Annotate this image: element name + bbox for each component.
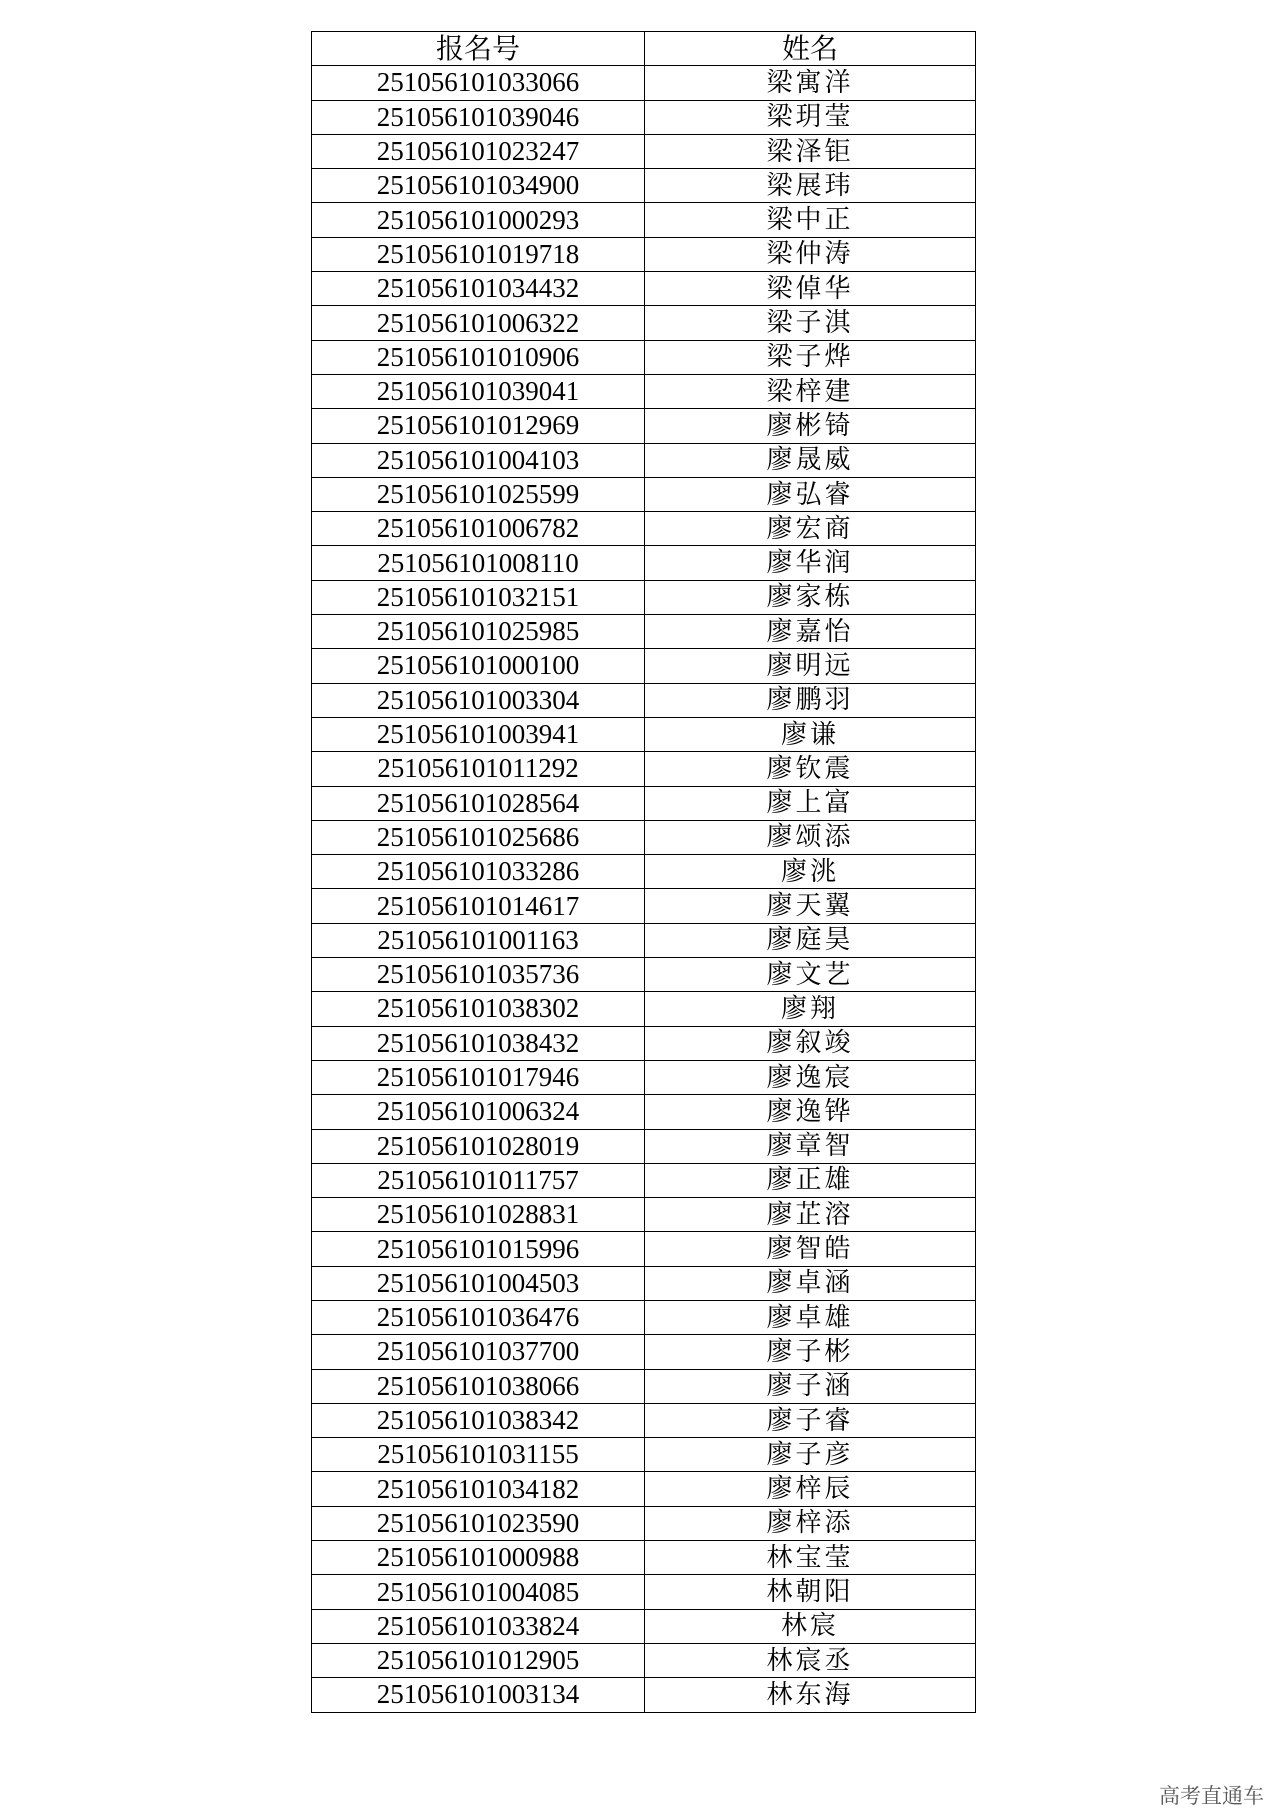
registration-number-cell: 251056101000100 xyxy=(312,649,645,683)
table-row xyxy=(312,1198,976,1232)
student-name-cell: 廖子彦 xyxy=(645,1438,976,1472)
registration-number-cell: 251056101025985 xyxy=(312,615,645,649)
table-row xyxy=(312,958,976,992)
registration-number-cell: 251056101028564 xyxy=(312,786,645,820)
table-row xyxy=(312,477,976,511)
table-row xyxy=(312,1678,976,1712)
table-row xyxy=(312,100,976,134)
table-row xyxy=(312,340,976,374)
student-name-cell: 廖天翼 xyxy=(645,889,976,923)
registration-number-cell: 251056101035736 xyxy=(312,958,645,992)
registration-number-cell: 251056101014617 xyxy=(312,889,645,923)
registration-number-cell: 251056101038066 xyxy=(312,1369,645,1403)
student-name-cell: 廖逸铧 xyxy=(645,1095,976,1129)
registration-number-cell: 251056101033286 xyxy=(312,855,645,889)
student-name-cell: 廖上富 xyxy=(645,786,976,820)
registration-number-cell: 251056101037700 xyxy=(312,1335,645,1369)
student-name-cell: 廖子涵 xyxy=(645,1369,976,1403)
student-name-cell: 廖弘睿 xyxy=(645,477,976,511)
student-name-cell: 廖颂添 xyxy=(645,820,976,854)
student-name-cell: 梁子淇 xyxy=(645,306,976,340)
watermark-text: 高考直通车 xyxy=(1159,1784,1264,1808)
table-row xyxy=(312,1060,976,1094)
table-row xyxy=(312,409,976,443)
student-name-cell: 廖子彬 xyxy=(645,1335,976,1369)
registration-number-cell: 251056101011757 xyxy=(312,1163,645,1197)
registration-number-cell: 251056101025599 xyxy=(312,477,645,511)
registration-number-cell: 251056101006322 xyxy=(312,306,645,340)
registration-number-cell: 251056101033824 xyxy=(312,1609,645,1643)
student-name-cell: 廖明远 xyxy=(645,649,976,683)
student-name-cell: 廖彬锜 xyxy=(645,409,976,443)
table-row xyxy=(312,752,976,786)
registration-number-cell: 251056101034432 xyxy=(312,272,645,306)
student-name-cell: 梁梓建 xyxy=(645,374,976,408)
table-row xyxy=(312,889,976,923)
table-row xyxy=(312,580,976,614)
student-name-cell: 廖谦 xyxy=(645,717,976,751)
student-name-cell: 梁展玮 xyxy=(645,169,976,203)
registration-number-cell: 251056101031155 xyxy=(312,1438,645,1472)
student-name-cell: 廖钦震 xyxy=(645,752,976,786)
table-row xyxy=(312,1575,976,1609)
registration-number-cell: 251056101006324 xyxy=(312,1095,645,1129)
student-name-cell: 廖智皓 xyxy=(645,1232,976,1266)
student-name-cell: 廖梓辰 xyxy=(645,1472,976,1506)
table-row xyxy=(312,992,976,1026)
student-name-cell: 林朝阳 xyxy=(645,1575,976,1609)
student-name-cell: 廖华润 xyxy=(645,546,976,580)
header-registration-number: 报名号 xyxy=(312,32,645,66)
student-name-cell: 廖卓涵 xyxy=(645,1266,976,1300)
registration-number-cell: 251056101004085 xyxy=(312,1575,645,1609)
student-name-cell: 廖芷溶 xyxy=(645,1198,976,1232)
table-row xyxy=(312,306,976,340)
registration-number-cell: 251056101032151 xyxy=(312,580,645,614)
table-row xyxy=(312,1609,976,1643)
table-row xyxy=(312,683,976,717)
table-row xyxy=(312,169,976,203)
table-row xyxy=(312,203,976,237)
table-row xyxy=(312,1541,976,1575)
table-row xyxy=(312,443,976,477)
table-row xyxy=(312,1369,976,1403)
registration-number-cell: 251056101028019 xyxy=(312,1129,645,1163)
student-name-cell: 廖庭昊 xyxy=(645,923,976,957)
registration-number-cell: 251056101001163 xyxy=(312,923,645,957)
registration-number-cell: 251056101038302 xyxy=(312,992,645,1026)
student-name-cell: 林东海 xyxy=(645,1678,976,1712)
registration-number-cell: 251056101008110 xyxy=(312,546,645,580)
student-name-cell: 林宸丞 xyxy=(645,1643,976,1677)
table-row xyxy=(312,546,976,580)
registration-number-cell: 251056101023590 xyxy=(312,1506,645,1540)
registration-number-cell: 251056101004103 xyxy=(312,443,645,477)
table-row xyxy=(312,1163,976,1197)
registration-number-cell: 251056101003304 xyxy=(312,683,645,717)
table-row xyxy=(312,615,976,649)
student-name-cell: 廖逸宸 xyxy=(645,1060,976,1094)
student-name-cell: 廖洮 xyxy=(645,855,976,889)
table-row xyxy=(312,1335,976,1369)
student-name-cell: 梁寓洋 xyxy=(645,66,976,100)
registration-number-cell: 251056101004503 xyxy=(312,1266,645,1300)
student-name-cell: 廖章智 xyxy=(645,1129,976,1163)
table-row xyxy=(312,134,976,168)
table-row xyxy=(312,1472,976,1506)
table-row xyxy=(312,66,976,100)
student-name-cell: 廖正雄 xyxy=(645,1163,976,1197)
registration-number-cell: 251056101015996 xyxy=(312,1232,645,1266)
registration-number-cell: 251056101011292 xyxy=(312,752,645,786)
table-row xyxy=(312,374,976,408)
registration-number-cell: 251056101039041 xyxy=(312,374,645,408)
registration-number-cell: 251056101023247 xyxy=(312,134,645,168)
registration-number-cell: 251056101000293 xyxy=(312,203,645,237)
student-name-cell: 廖叙竣 xyxy=(645,1026,976,1060)
student-name-cell: 廖家栋 xyxy=(645,580,976,614)
table-row xyxy=(312,717,976,751)
registration-number-cell: 251056101017946 xyxy=(312,1060,645,1094)
roster-table xyxy=(311,31,976,1713)
roster-sheet xyxy=(311,31,975,1713)
table-row xyxy=(312,1300,976,1334)
table-row xyxy=(312,1438,976,1472)
student-name-cell: 廖嘉怡 xyxy=(645,615,976,649)
student-name-cell: 林宸 xyxy=(645,1609,976,1643)
student-name-cell: 廖鹏羽 xyxy=(645,683,976,717)
student-name-cell: 廖卓雄 xyxy=(645,1300,976,1334)
table-row xyxy=(312,923,976,957)
table-row xyxy=(312,1506,976,1540)
registration-number-cell: 251056101039046 xyxy=(312,100,645,134)
registration-number-cell: 251056101038342 xyxy=(312,1403,645,1437)
registration-number-cell: 251056101028831 xyxy=(312,1198,645,1232)
header-name: 姓名 xyxy=(645,32,976,66)
table-row xyxy=(312,820,976,854)
student-name-cell: 廖宏商 xyxy=(645,512,976,546)
table-row xyxy=(312,237,976,271)
header-row xyxy=(312,32,976,66)
table-row xyxy=(312,786,976,820)
table-row xyxy=(312,855,976,889)
table-row xyxy=(312,512,976,546)
table-row xyxy=(312,1643,976,1677)
table-row xyxy=(312,1232,976,1266)
student-name-cell: 廖梓添 xyxy=(645,1506,976,1540)
table-row xyxy=(312,1129,976,1163)
student-name-cell: 廖子睿 xyxy=(645,1403,976,1437)
table-row xyxy=(312,1403,976,1437)
registration-number-cell: 251056101003134 xyxy=(312,1678,645,1712)
student-name-cell: 廖文艺 xyxy=(645,958,976,992)
registration-number-cell: 251056101034182 xyxy=(312,1472,645,1506)
table-row xyxy=(312,1026,976,1060)
student-name-cell: 廖翔 xyxy=(645,992,976,1026)
registration-number-cell: 251056101038432 xyxy=(312,1026,645,1060)
table-row xyxy=(312,649,976,683)
registration-number-cell: 251056101000988 xyxy=(312,1541,645,1575)
registration-number-cell: 251056101019718 xyxy=(312,237,645,271)
registration-number-cell: 251056101025686 xyxy=(312,820,645,854)
table-row xyxy=(312,1095,976,1129)
registration-number-cell: 251056101033066 xyxy=(312,66,645,100)
student-name-cell: 梁中正 xyxy=(645,203,976,237)
registration-number-cell: 251056101012969 xyxy=(312,409,645,443)
registration-number-cell: 251056101036476 xyxy=(312,1300,645,1334)
student-name-cell: 梁子烨 xyxy=(645,340,976,374)
student-name-cell: 林宝莹 xyxy=(645,1541,976,1575)
student-name-cell: 梁倬华 xyxy=(645,272,976,306)
student-name-cell: 廖晟威 xyxy=(645,443,976,477)
registration-number-cell: 251056101012905 xyxy=(312,1643,645,1677)
student-name-cell: 梁仲涛 xyxy=(645,237,976,271)
registration-number-cell: 251056101010906 xyxy=(312,340,645,374)
table-row xyxy=(312,1266,976,1300)
student-name-cell: 梁泽钜 xyxy=(645,134,976,168)
registration-number-cell: 251056101006782 xyxy=(312,512,645,546)
registration-number-cell: 251056101034900 xyxy=(312,169,645,203)
registration-number-cell: 251056101003941 xyxy=(312,717,645,751)
roster-body xyxy=(312,66,976,1712)
table-row xyxy=(312,272,976,306)
student-name-cell: 梁玥莹 xyxy=(645,100,976,134)
